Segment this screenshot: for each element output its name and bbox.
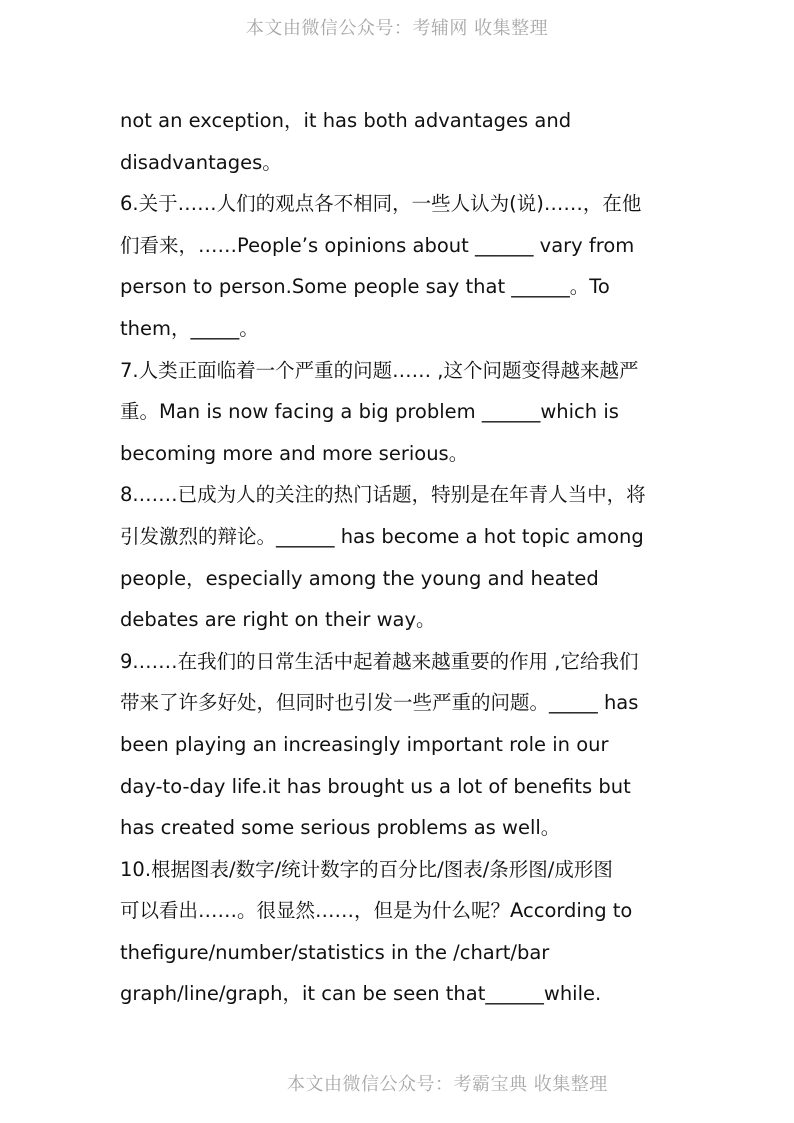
header-watermark: 本文由微信公众号：考辅网 收集整理 [245, 18, 549, 39]
text-line: 重。Man is now facing a big problem ______which is [120, 400, 619, 424]
footer-watermark: 本文由微信公众号：考霸宝典 收集整理 [287, 1074, 608, 1095]
text-line: disadvantages。 [120, 150, 282, 174]
text-line: thefigure/number/statistics in the /chart/bar [120, 940, 550, 964]
text-line: been playing an increasingly important role in our [120, 732, 609, 756]
text-line: not an exception，it has both advantages and [120, 109, 572, 132]
text-line: 8.……已成为人的关注的热门话题，特别是在年青人当中，将 [120, 483, 646, 507]
text-line: 可以看出……。很显然……，但是为什么呢？According to [120, 899, 633, 923]
text-line: 9.……在我们的日常生活中起着越来越重要的作用 ,它给我们 [120, 649, 639, 673]
document-body [120, 100, 680, 1015]
text-line: graph/line/graph，it can be seen that______while. [120, 982, 602, 1006]
text-line: has created some serious problems as well。 [120, 816, 561, 840]
text-line: 引发激烈的辩论。______ has become a hot topic among [120, 524, 644, 548]
text-line: debates are right on their way。 [120, 608, 436, 632]
text-line: 6.关于……人们的观点各不相同，一些人认为(说)……，在他 [120, 192, 642, 216]
text-line: 7.人类正面临着一个严重的问题…… ,这个问题变得越来越严 [120, 358, 639, 382]
text-line: 10.根据图表/数字/统计数字的百分比/图表/条形图/成形图 [120, 857, 613, 881]
text-line: them，_____。 [120, 316, 259, 340]
text-line: people，especially among the young and heated [120, 566, 599, 590]
text-line: becoming more and more serious。 [120, 441, 469, 465]
text-line: 带来了许多好处，但同时也引发一些严重的问题。_____ has [120, 691, 639, 715]
text-line: day-to-day life.it has brought us a lot of benefits but [120, 774, 631, 798]
text-line: person to person.Some people say that ______。To [120, 275, 610, 299]
text-line: 们看来，……People’s opinions about ______ vary from [120, 233, 635, 257]
